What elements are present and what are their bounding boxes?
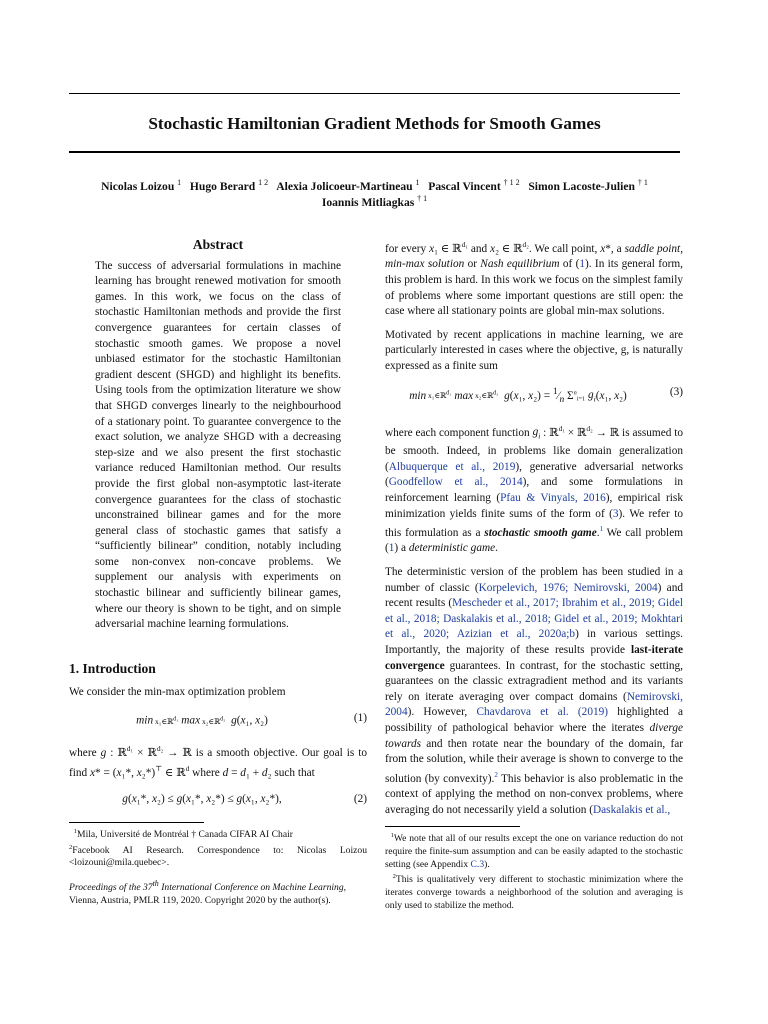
citation-link[interactable]: Chavdarova et al. (2019) — [476, 706, 609, 719]
intro-lead: We consider the min-max optimization problem — [69, 686, 286, 699]
abstract-text: The success of adversarial formulations in machine learning has brought renewed motivation for smooth games. In this work, we focus on the class of stochastic Hamiltonian methods and provide the first convergence guarantees for certain classes of stochastic smooth games. We propose a novel unbiased estimator for the stochastic Hamiltonian gradient descent (SHGD) and highlight its benefits. Using tools from the optimization literature we show that SHGD converges linearly to the neighbourhood of a stationary point. To guarantee convergence to the exact solution, we analyze SHGD with a decreasing step-size and we also present the first stochastic variance reduced Hamiltonian method. Our results provide the first global non-asymptotic last-iterate convergence guarantees for the class of stochastic unconstrained bilinear games and for the more general class of stochastic games that satisfy a “sufficiently bilinear” condition, notably including some non-convex non-concave problems. We supplement our analysis with experiments on stochastic bilinear and sufficiently bilinear games, where our theory is shown to be tight, and on simple adversarial machine learning formulations. — [95, 259, 341, 631]
paragraph-stochastic-game: where each component function $g_i$ : ℝ$^{d_1}$ × ℝ$^{d_2}$ → ℝ is assumed to be smooth. Indeed, in problems like domain generalization (Albuquerque et al., 2019), generative adversarial networks (Goodfellow et al., 2014), and some formulations in reinforcement learning (Pfau & Vinyals, 2016), empirical risk minimization yields finite sums of the form of (3). We refer to this formulation as a stochastic smooth game.$^1$ We call problem (1) a deterministic game. — [385, 423, 684, 555]
equation-link[interactable]: 1 — [579, 258, 586, 271]
equation-link[interactable]: 1 — [388, 542, 395, 555]
footnote-rule — [385, 826, 520, 827]
citation-link[interactable]: Goodfellow et al., 2014 — [388, 476, 523, 489]
proceedings-note: Proceedings of the 37th International Conference on Machine Learning, Vienna, Austria, PMLR 119, 2020. Copyright 2020 by the author(s). — [69, 878, 347, 906]
author-list — [69, 179, 680, 211]
paragraph-deterministic-version: The deterministic version of the problem has been studied in a number of classic (Korpelevich, 1976; Nemirovski, 2004) and recent results (Mescheder et al., 2017; Ibrahim et al., 2019; Gidel et al., 2018; Daskalakis et al., 2018; Gidel et al., 2019; Mokhtari et al., 2020; Azizian et al., 2020a;b) in various settings. Importantly, the majority of these results provide last-iterate convergence guarantees. In contrast, for the stochastic setting, guarantees on the classic extragradient method and its variants rely on iterate averaging over compact domains (Nemirovski, 2004). However, Chavdarova et al. (2019) highlighted a possibility of pathological behavior where the iterates diverge towards and then rotate near the boundary of the domain, far from the solution, while their average is shown to converge to the solution (by convexity).$^2$ This behavior is also problematic in the context of applying the method on non-convex problems, where averaging do not necessarily yield a solution (Daskalakis et al., — [385, 566, 684, 816]
citation-link[interactable]: Nemirovski, 2004 — [385, 690, 683, 719]
paper-title: Stochastic Hamiltonian Gradient Methods for Smooth Games — [148, 114, 601, 133]
equation-2: g(x₁*, x₂) ≤ g(x₁*, x₂*) ≤ g(x₁, x₂*), (2) — [69, 788, 367, 816]
author: Nicolas Loizou $^1$ — [101, 178, 182, 193]
citation-link[interactable]: Pfau & Vinyals, 2016 — [500, 491, 606, 504]
footnote-marker[interactable]: 2 — [494, 770, 498, 779]
citation-link[interactable]: Mescheder et al., 2017; Ibrahim et al., 2019; Gidel et al., 2018; Daskalakis et al., 2018; Gidel et al., 2019; Mokhtari et al., 2020; Azizian et al., 2020a;b — [385, 597, 683, 641]
author: Simon Lacoste-Julien $^{\dagger 1}$ — [528, 178, 648, 193]
equation-3: min x₁∈ℝ$^{d_1}$ max x₂∈ℝ$^{d_2}$ g(x₁, $x_2) = ^1⁄_n$ $\Sigma^n_{i=1}$ $g_i(x_1$, x₂) (3) — [409, 385, 683, 405]
author: Ioannis Mitliagkas $^{\dagger 1}$ — [321, 194, 428, 209]
footnote-1: $^1$We note that all of our results except the one on variance reduction do not require the finite-sum assumption and can be easily adapted to the stochastic setting (see Appendix C.3). — [385, 832, 683, 870]
affiliation-footnote-2: $^2$Facebook AI Research. Correspondence to: Nicolas Loizou <loizouni@mila.quebec>. — [69, 843, 367, 869]
equation-number: (2) — [353, 792, 367, 805]
equation-link[interactable]: 3 — [612, 507, 619, 520]
footnote-2: $^2$This is qualitatively very different to stochastic minimization where the iterates converge towards a neighborhood of the solution and averaging is only used to stabilize the method. — [385, 873, 683, 911]
author: Alexia Jolicoeur-Martineau $^1$ — [276, 178, 420, 193]
appendix-link[interactable]: C.3 — [470, 858, 485, 870]
affiliation-footnote-1: $^1$Mila, Université de Montréal † Canada CIFAR AI Chair — [73, 827, 293, 840]
left-column — [69, 237, 367, 907]
equation-number: (1) — [353, 712, 367, 725]
top-rule — [69, 93, 680, 94]
footnote-marker[interactable]: 1 — [599, 525, 604, 534]
citation-link[interactable]: Daskalakis et al., — [593, 803, 671, 816]
paragraph-saddle-point: for every x₁ ∈ ℝ$^{d_1}$ and x₂ ∈ ℝ$^{d_2}$. We call point, x*, a saddle point, min-max solution or Nash equilibrium of (1). In its general form, this problem is hard. In this work we focus on the simplest family of problems where some important questions are still open: the case where all stationary points are global min-max solutions. — [385, 240, 684, 318]
author: Hugo Berard $^{1 2}$ — [189, 178, 269, 193]
section-heading-introduction: 1. Introduction — [69, 660, 156, 676]
equation-1: min x₁∈ℝ$^{d_1}$ max x₂∈ℝ$^{d_2}$ g(x₁, x₂) (1) — [136, 712, 367, 727]
paragraph-finite-sum: Motivated by recent applications in machine learning, we are particularly interested in cases where the objective, g, is naturally expressed as a finite sum — [385, 328, 683, 372]
right-column — [385, 237, 683, 912]
citation-link[interactable]: Albuquerque et al., 2019 — [388, 460, 516, 473]
title-rule — [69, 151, 680, 153]
equation-number: (3) — [669, 385, 683, 398]
author: Pascal Vincent $^{\dagger 1 2}$ — [428, 178, 520, 193]
footnote-rule — [69, 822, 204, 823]
abstract-heading: Abstract — [192, 237, 244, 252]
citation-link[interactable]: Korpelevich, 1976; Nemirovski, 2004 — [478, 581, 658, 594]
intro-objective-text: where g : ℝ$^{d_1}$ × ℝ$^{d_2}$ → ℝ is a smooth objective. Our goal is to find x* = (x₁*, x₂*)⊤ ∈ ℝ$^d$ where d = d₁ + d₂ such that — [69, 744, 367, 780]
